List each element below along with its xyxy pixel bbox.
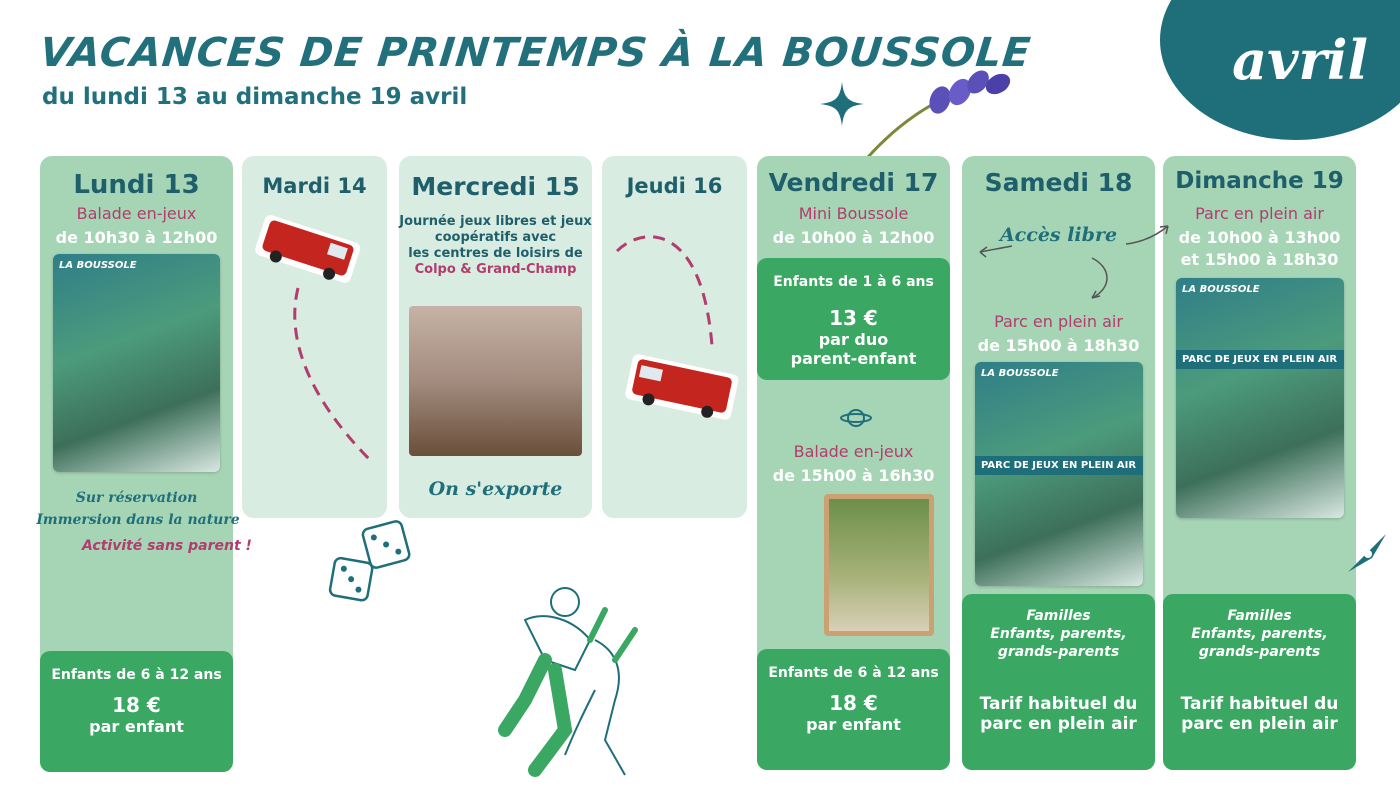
- activity-line-1: Journée jeux libres et jeux: [399, 214, 592, 229]
- activity-name: Balade en-jeux: [76, 204, 197, 223]
- info-box: [962, 594, 1155, 770]
- flyer-banner: PARC DE JEUX EN PLEIN AIR: [975, 456, 1143, 475]
- activity-name: Mini Boussole: [798, 204, 909, 223]
- tarif-line-2: parc en plein air: [980, 714, 1137, 734]
- compass-icon: [1342, 528, 1392, 578]
- day-title: Mardi 14: [262, 174, 367, 198]
- day-title: Samedi 18: [984, 168, 1133, 197]
- day-title: Lundi 13: [73, 170, 200, 200]
- price-box: [40, 651, 233, 772]
- arrow-to-dimanche-icon: [1124, 220, 1174, 250]
- audience-3: grands-parents: [997, 644, 1120, 660]
- note-reservation: Sur réservation: [75, 490, 198, 506]
- activity-name: Parc en plein air: [994, 312, 1123, 331]
- info-box: [1163, 594, 1356, 770]
- tarif-line-1: Tarif habituel du: [1180, 694, 1339, 714]
- flyer-logo: LA BOUSSOLE: [981, 368, 1059, 379]
- activity-time: de 10h30 à 12h00: [55, 228, 218, 247]
- flyer-banner: PARC DE JEUX EN PLEIN AIR: [1176, 350, 1344, 369]
- column-dimanche: [1163, 156, 1356, 770]
- audience-1: Familles: [1026, 608, 1091, 624]
- column-mercredi: [399, 156, 592, 518]
- day-title: Mercredi 15: [411, 172, 580, 201]
- sparkle-icon: [818, 80, 866, 128]
- column-mardi: [242, 156, 387, 518]
- photo-children-magnifier: [824, 494, 934, 636]
- activity-line-3: les centres de loisirs de: [408, 246, 583, 261]
- note-no-parent: Activité sans parent !: [82, 538, 252, 554]
- flyer-parc: [1176, 278, 1344, 518]
- column-lundi: [36, 156, 252, 772]
- audience-2: Enfants, parents,: [1191, 626, 1328, 642]
- activity-time: de 15h00 à 18h30: [977, 336, 1140, 355]
- activity-line-2: coopératifs avec: [434, 230, 557, 245]
- audience-1: Familles: [1227, 608, 1292, 624]
- tarif-line-1: Tarif habituel du: [979, 694, 1138, 714]
- age-range: Enfants de 6 à 12 ans: [51, 667, 222, 683]
- script-acces-libre: Accès libre: [999, 224, 1118, 246]
- price-unit-2: parent-enfant: [790, 349, 917, 368]
- activity-time-2: de 15h00 à 16h30: [772, 466, 935, 485]
- column-jeudi: [602, 156, 747, 518]
- activity-name: Parc en plein air: [1195, 204, 1324, 223]
- price-unit: par enfant: [806, 715, 901, 734]
- activity-time: de 10h00 à 13h00: [1178, 228, 1341, 247]
- note-nature: Immersion dans la nature: [36, 512, 240, 528]
- age-range: Enfants de 1 à 6 ans: [773, 274, 934, 290]
- flyer-logo: LA BOUSSOLE: [1182, 284, 1260, 295]
- price-box-mini: [757, 258, 950, 380]
- flyer-logo: LA BOUSSOLE: [59, 260, 137, 271]
- page-subtitle: du lundi 13 au dimanche 19 avril: [42, 84, 468, 110]
- price: 13 €: [829, 306, 878, 330]
- planet-icon: [839, 406, 873, 430]
- age-range: Enfants de 6 à 12 ans: [768, 665, 939, 681]
- audience-2: Enfants, parents,: [990, 626, 1127, 642]
- day-title: Jeudi 16: [626, 174, 723, 198]
- children-playing-illustration: [495, 580, 645, 780]
- activity-name-2: Balade en-jeux: [793, 442, 914, 461]
- price: 18 €: [112, 693, 161, 717]
- activity-line-4: Colpo & Grand-Champ: [414, 262, 577, 277]
- activity-time-2: et 15h00 à 18h30: [1180, 250, 1339, 269]
- flyer-balade: [53, 254, 220, 472]
- van-route-illustration: [602, 226, 747, 436]
- audience-3: grands-parents: [1198, 644, 1321, 660]
- bluebell-flower-icon: [860, 62, 1020, 162]
- column-vendredi: [757, 156, 950, 770]
- script-on-sexporte: On s'exporte: [428, 478, 563, 500]
- flyer-parc: [975, 362, 1143, 586]
- price-box-balade: [757, 649, 950, 770]
- page-title: VACANCES DE PRINTEMPS À LA BOUSSOLE: [37, 30, 1034, 76]
- day-title: Dimanche 19: [1175, 168, 1344, 194]
- activity-time: de 10h00 à 12h00: [772, 228, 935, 247]
- tarif-line-2: parc en plein air: [1181, 714, 1338, 734]
- month-badge-label: avril: [1232, 28, 1368, 92]
- van-route-illustration: [248, 208, 383, 468]
- price-unit: par enfant: [89, 717, 184, 736]
- price: 18 €: [829, 691, 878, 715]
- photo-child-game: [409, 306, 582, 456]
- price-unit-1: par duo: [818, 330, 889, 349]
- day-title: Vendredi 17: [768, 168, 939, 197]
- dice-icon: [326, 520, 416, 610]
